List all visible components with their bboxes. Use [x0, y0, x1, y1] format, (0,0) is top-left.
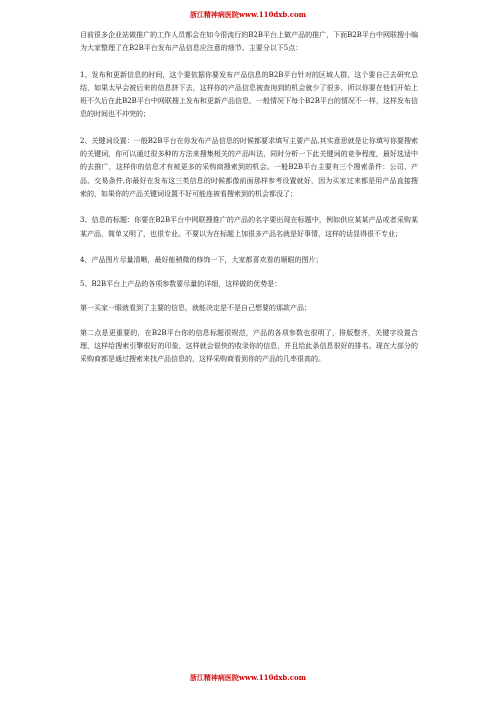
- article-body: [80, 29, 418, 367]
- intro-paragraph: 目前很多企业站做推广的工作人员都会在如今很流行的B2B平台上做产品的推广，下面B2B平台中网联搜小编为大家整理了在B2B平台发布产品信息应注意的细节。主要分以下5点：: [80, 31, 418, 53]
- point-3-paragraph: 3、信息的标题：你要在B2B平台中网联搜推广的产品的名字要出现在标题中，例如供应某某产品或者采购某某产品，简单又明了，也很专业。不要以为在标题上加很多产品名就是好事情，这样的话显得很不专业；: [80, 216, 418, 238]
- point-1-paragraph: 1、发布和更新信息的时间，这个要依据你要发布产品信息的B2B平台针对的区域人群，这个要自己去研究总结，如果太早会被后来的信息挤下去，这样你的产品信息被查询到的机会就少了很多，所以你要在他们开始上班不久后在此B2B平台中网联搜上发布和更新产品信息，一般情况下每个B2B平台的情况不一样，这样发布信息的时间也不冲突的；: [80, 70, 418, 119]
- footer-site-link[interactable]: 浙江精神病医院www.110dxb.com: [189, 673, 307, 682]
- first-advantage-paragraph: 第一买家一眼就看到了主要的信息，就能决定是不是自己想要的那款产品；: [80, 304, 311, 313]
- point-2-paragraph: 2、关键词设置：一般B2B平台在你发布产品信息的时候都要求填写主要产品,其实意思就是让你填写你要搜索的关键词，你可以通过很多种的方法来搜集相关的产品叫法，同时分析一下此关键词的竞争程度，最好选适中的去推广，这样你的信息才有被更多的采购商搜索到的机会。一般B2B平台主要有三个搜索条件：公司、产品、交易条件,你最好在发布这三类信息的时候都像前面那样参考设置就好，因为买家过来都是用产品直接搜索的，如果你的产品关键词设置不好可能连被看搜索到的机会都没了；: [80, 136, 418, 198]
- point-5-paragraph: 5、B2B平台上产品的各项参数要尽量的详细，这样做的优势是：: [80, 280, 282, 289]
- second-advantage-paragraph: 第二点是更重要的，在B2B平台你的信息标题很规范，产品的各项参数也很明了，排版整齐，关键字设置合理，这样给搜索引擎很好的印象，这样就会很快的收录你的信息，并且给此条信息很好的排名。现在大部分的采购商都是通过搜索来找产品信息的，这样采购商看到你的产品的几率很高的。: [80, 328, 418, 364]
- point-4-paragraph: 4、产品图片尽量清晰，最好能稍微的修饰一下，大家都喜欢看的顺眼的图片；: [80, 255, 323, 264]
- header-site-link[interactable]: 浙江精神病医院www.110dxb.com: [189, 10, 307, 19]
